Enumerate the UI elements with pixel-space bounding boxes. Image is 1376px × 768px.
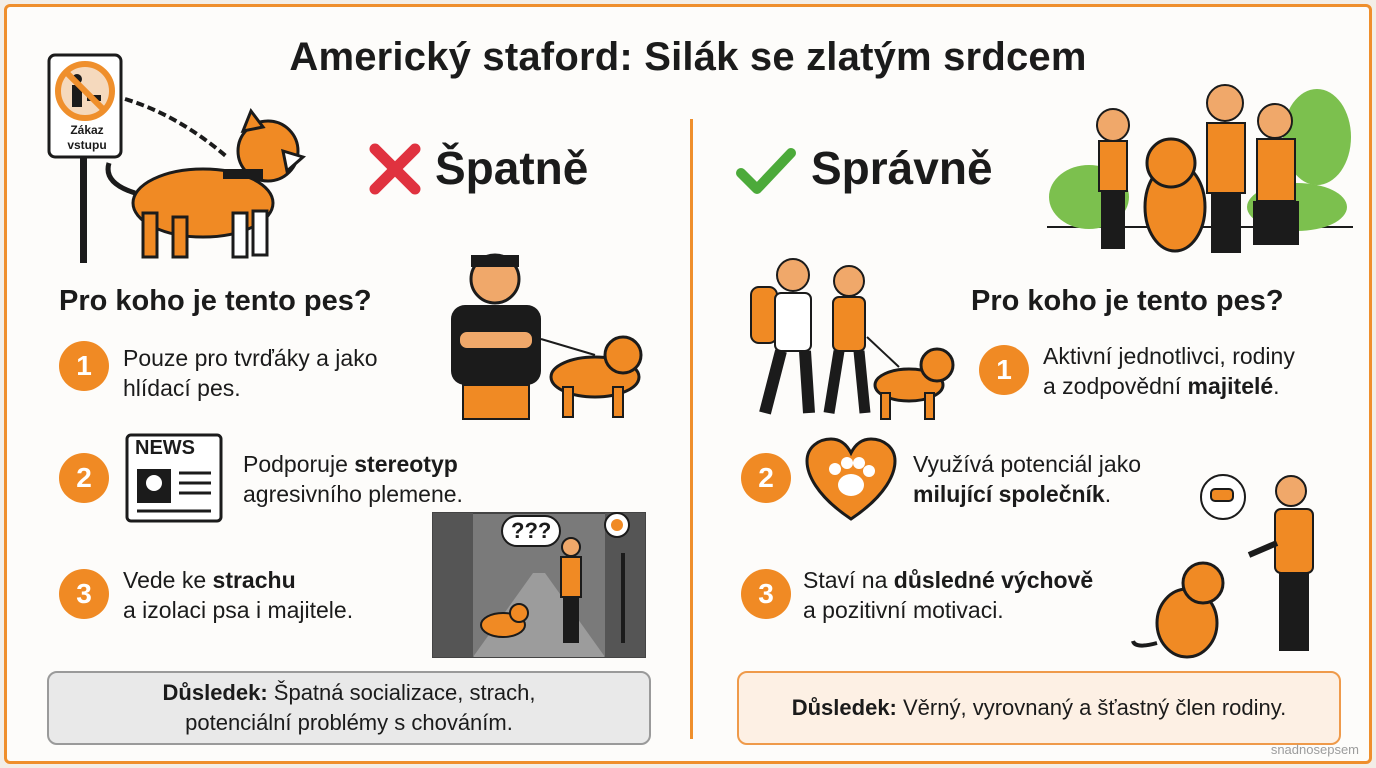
family-with-dog-illustration xyxy=(1047,77,1353,267)
heart-paw-icon xyxy=(805,439,897,523)
cross-icon xyxy=(369,143,421,195)
good-item-3-text: Staví na xyxy=(803,567,894,593)
good-item-2-line-2 xyxy=(913,479,1141,509)
good-item-3-line-1 xyxy=(803,565,1093,595)
bad-item-1-line-2: hlídací pes. xyxy=(123,375,241,401)
bad-result-line-1: Špatná socializace, strach, xyxy=(267,680,536,705)
good-item-1-bold: majitelé xyxy=(1187,373,1274,399)
bad-item-2-text: Podporuje xyxy=(243,451,355,477)
bad-item-3 xyxy=(123,565,353,625)
thought-bubble: ??? xyxy=(501,515,561,547)
good-result-text: Věrný, vyrovnaný a šťastný člen rodiny. xyxy=(896,695,1287,720)
bad-item-number-2: 2 xyxy=(59,453,109,503)
bad-subheading: Pro koho je tento pes? xyxy=(59,285,372,317)
sign-line-1: Zákaz xyxy=(70,123,104,137)
bad-item-1 xyxy=(123,343,377,403)
bad-item-number-1: 1 xyxy=(59,341,109,391)
bad-item-2-line-2: agresivního plemene. xyxy=(243,481,463,507)
check-icon xyxy=(735,147,797,195)
bad-result-box xyxy=(47,671,651,745)
good-heading: Správně xyxy=(811,142,993,194)
bad-item-1-line-1: Pouze pro tvrďáky a jako xyxy=(123,345,378,371)
bad-item-3-text: Vede ke xyxy=(123,567,213,593)
good-item-1 xyxy=(1043,341,1295,401)
bad-item-3-bold: strachu xyxy=(212,567,296,593)
bad-result-line-2: potenciální problémy s chováním. xyxy=(185,710,513,735)
good-result-box xyxy=(737,671,1341,745)
good-item-number-3: 3 xyxy=(741,569,791,619)
trainer-with-dog-illustration xyxy=(1131,473,1341,663)
infographic-frame xyxy=(4,4,1372,764)
good-item-3-bold: důsledné výchově xyxy=(893,567,1094,593)
aggressive-dog-illustration xyxy=(103,113,323,263)
bad-item-2-line-1 xyxy=(243,449,463,479)
good-item-2-bold: milující společník xyxy=(913,481,1105,507)
bad-item-number-3: 3 xyxy=(59,569,109,619)
bad-item-3-line-1 xyxy=(123,565,353,595)
hikers-with-dog-illustration xyxy=(749,257,959,423)
good-result-label: Důsledek: xyxy=(791,695,897,720)
good-item-1-period: . xyxy=(1273,373,1280,399)
bad-item-2 xyxy=(243,449,463,509)
good-item-number-2: 2 xyxy=(741,453,791,503)
center-divider xyxy=(690,119,693,739)
good-item-1-text: a zodpovědní xyxy=(1043,373,1188,399)
good-item-1-line-1: Aktivní jednotlivci, rodiny xyxy=(1043,343,1295,369)
tough-man-with-dog-illustration xyxy=(445,251,655,419)
sign-line-2: vstupu xyxy=(67,138,107,152)
good-item-2-period: . xyxy=(1104,481,1112,507)
bad-item-3-line-2: a izolaci psa i majitele. xyxy=(123,597,354,623)
good-item-2 xyxy=(913,449,1141,509)
bad-result-label: Důsledek: xyxy=(162,680,268,705)
good-item-1-line-2 xyxy=(1043,371,1295,401)
good-item-number-1: 1 xyxy=(979,345,1029,395)
newspaper-label: NEWS xyxy=(135,437,195,459)
good-item-3 xyxy=(803,565,1093,625)
good-item-2-line-1: Využívá potenciál jako xyxy=(913,451,1142,477)
credit-watermark: snadnosepsem xyxy=(1270,742,1359,757)
good-item-3-line-2: a pozitivní motivaci. xyxy=(803,597,1004,623)
bad-heading: Špatně xyxy=(435,142,589,194)
good-subheading: Pro koho je tento pes? xyxy=(971,285,1284,317)
bad-item-2-bold: stereotyp xyxy=(354,451,458,477)
page-title: Americký staford: Silák se zlatým srdcem xyxy=(289,35,1087,79)
